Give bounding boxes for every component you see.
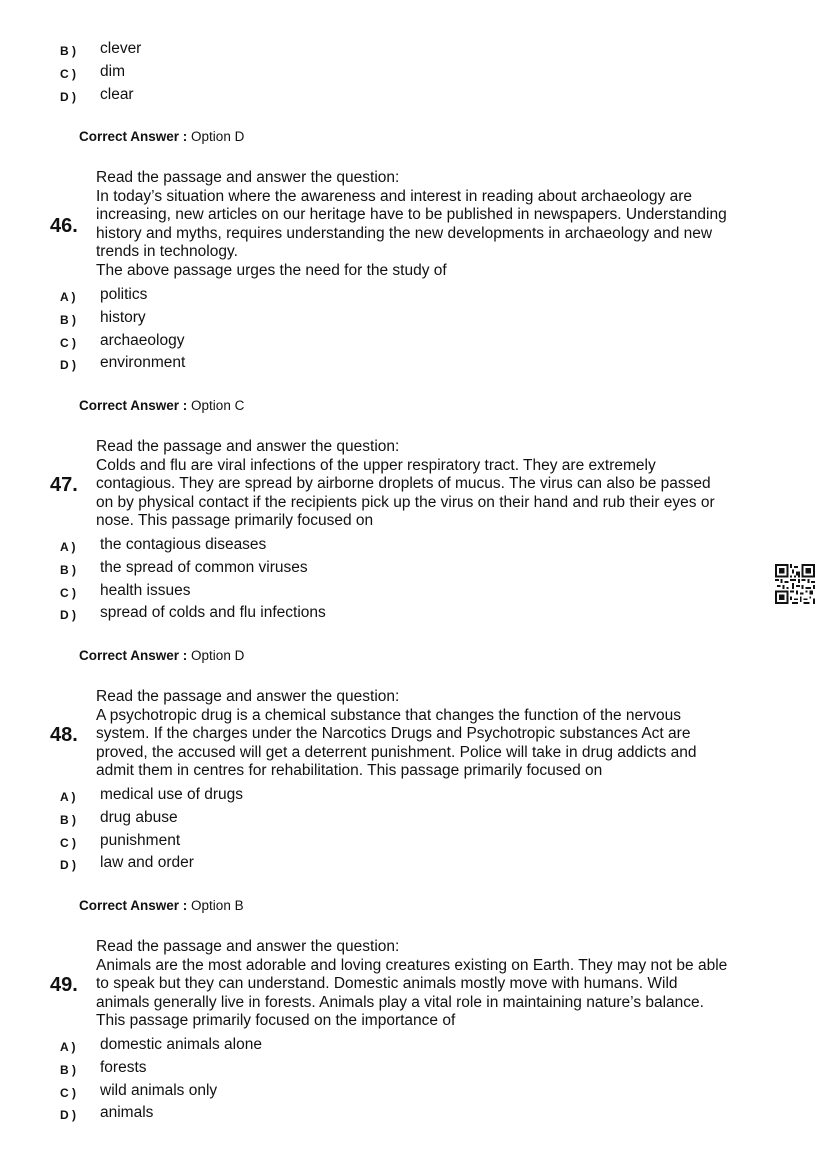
option-label: C ) [60, 1086, 76, 1100]
option-text: medical use of drugs [100, 786, 244, 803]
option-label: A ) [60, 790, 76, 804]
passage-line: on by physical contact if the recipients pick up the virus on their hand and rub their eyes or [96, 493, 715, 511]
passage-line: to speak but they can understand. Domestic animals mostly move with humans. Wild [96, 975, 678, 993]
passage-line: animals generally live in forests. Animals play a vital role in maintaining nature’s balance. [96, 993, 704, 1011]
option-label: C ) [60, 586, 76, 600]
passage-line: This passage primarily focused on the importance of [96, 1012, 456, 1030]
passage-line: Animals are the most adorable and loving creatures existing on Earth. They may not be able [96, 956, 728, 974]
option-text: environment [100, 354, 186, 371]
option-label: B ) [60, 563, 76, 577]
passage-line: system. If the charges under the Narcotics Drugs and Psychotropic substances Act are [96, 725, 691, 743]
option-text: animals [100, 1104, 154, 1121]
question-number: 46. [50, 215, 78, 237]
option-label: A ) [60, 290, 76, 304]
correct-answer [79, 129, 244, 144]
correct-answer-label: Correct Answer : [79, 648, 188, 663]
passage-line: Read the passage and answer the question: [96, 438, 400, 455]
passage-line: A psychotropic drug is a chemical substance that changes the function of the nervous [96, 706, 682, 724]
option-label: A ) [60, 1040, 76, 1054]
option-label: B ) [60, 313, 76, 327]
passage-line: nose. This passage primarily focused on [96, 512, 374, 530]
qr-code-icon [775, 564, 815, 604]
passage-line: history and myths, requires understanding the new developments in archaeology and new [96, 224, 713, 242]
correct-answer-value: Option B [191, 898, 244, 913]
passage-line: Read the passage and answer the question: [96, 169, 400, 186]
option-label: B ) [60, 813, 76, 827]
question-number: 49. [50, 974, 78, 996]
correct-answer-label: Correct Answer : [79, 129, 188, 144]
option-text: history [100, 309, 146, 326]
passage-line: contagious. They are spread by airborne droplets of mucus. The virus can also be passed [96, 475, 711, 493]
question-passage [96, 688, 786, 781]
question-number: 47. [50, 474, 78, 496]
option-text: law and order [100, 854, 194, 871]
correct-answer-value: Option D [191, 129, 245, 144]
correct-answer-label: Correct Answer : [79, 398, 188, 413]
question-passage [96, 438, 786, 531]
option-label: D ) [60, 1108, 76, 1122]
correct-answer [79, 898, 244, 913]
passage-line: In today’s situation where the awareness and interest in reading about archaeology are [96, 187, 692, 205]
option-label: C ) [60, 67, 76, 81]
question-number: 48. [50, 724, 78, 746]
passage-line: Read the passage and answer the question: [96, 938, 400, 955]
passage-line: trends in technology. [96, 243, 238, 261]
option-label: D ) [60, 358, 76, 372]
option-label: B ) [60, 1063, 76, 1077]
question-passage [96, 938, 786, 1031]
option-text: forests [100, 1059, 147, 1076]
correct-answer-label: Correct Answer : [79, 898, 188, 913]
option-label: D ) [60, 858, 76, 872]
correct-answer [79, 398, 244, 413]
option-label: D ) [60, 608, 76, 622]
option-text: politics [100, 286, 148, 303]
option-label: C ) [60, 836, 76, 850]
option-text: archaeology [100, 332, 185, 349]
correct-answer-value: Option D [191, 648, 245, 663]
option-text: health issues [100, 582, 191, 599]
option-text: clear [100, 86, 134, 103]
passage-line: proved, the accused will get a deterrent punishment. Police will take in drug addicts and [96, 743, 697, 761]
option-label: B ) [60, 44, 76, 58]
option-text: punishment [100, 832, 181, 849]
question-passage [96, 169, 786, 281]
passage-line: Colds and flu are viral infections of the upper respiratory tract. They are extremely [96, 456, 656, 474]
option-label: C ) [60, 336, 76, 350]
option-text: spread of colds and flu infections [100, 604, 326, 621]
passage-line: increasing, new articles on our heritage have to be published in newspapers. Understanding [96, 206, 727, 224]
option-text: drug abuse [100, 809, 178, 826]
correct-answer-value: Option C [191, 398, 245, 413]
passage-line: admit them in centres for rehabilitation. This passage primarily focused on [96, 762, 603, 780]
option-text: the spread of common viruses [100, 559, 308, 576]
option-text: domestic animals alone [100, 1036, 262, 1053]
passage-line: Read the passage and answer the question: [96, 688, 400, 705]
option-text: wild animals only [100, 1082, 218, 1099]
passage-line: The above passage urges the need for the study of [96, 261, 447, 279]
option-label: D ) [60, 90, 76, 104]
option-text: the contagious diseases [100, 536, 267, 553]
correct-answer [79, 648, 244, 663]
option-text: dim [100, 63, 125, 80]
option-label: A ) [60, 540, 76, 554]
option-text: clever [100, 40, 142, 57]
